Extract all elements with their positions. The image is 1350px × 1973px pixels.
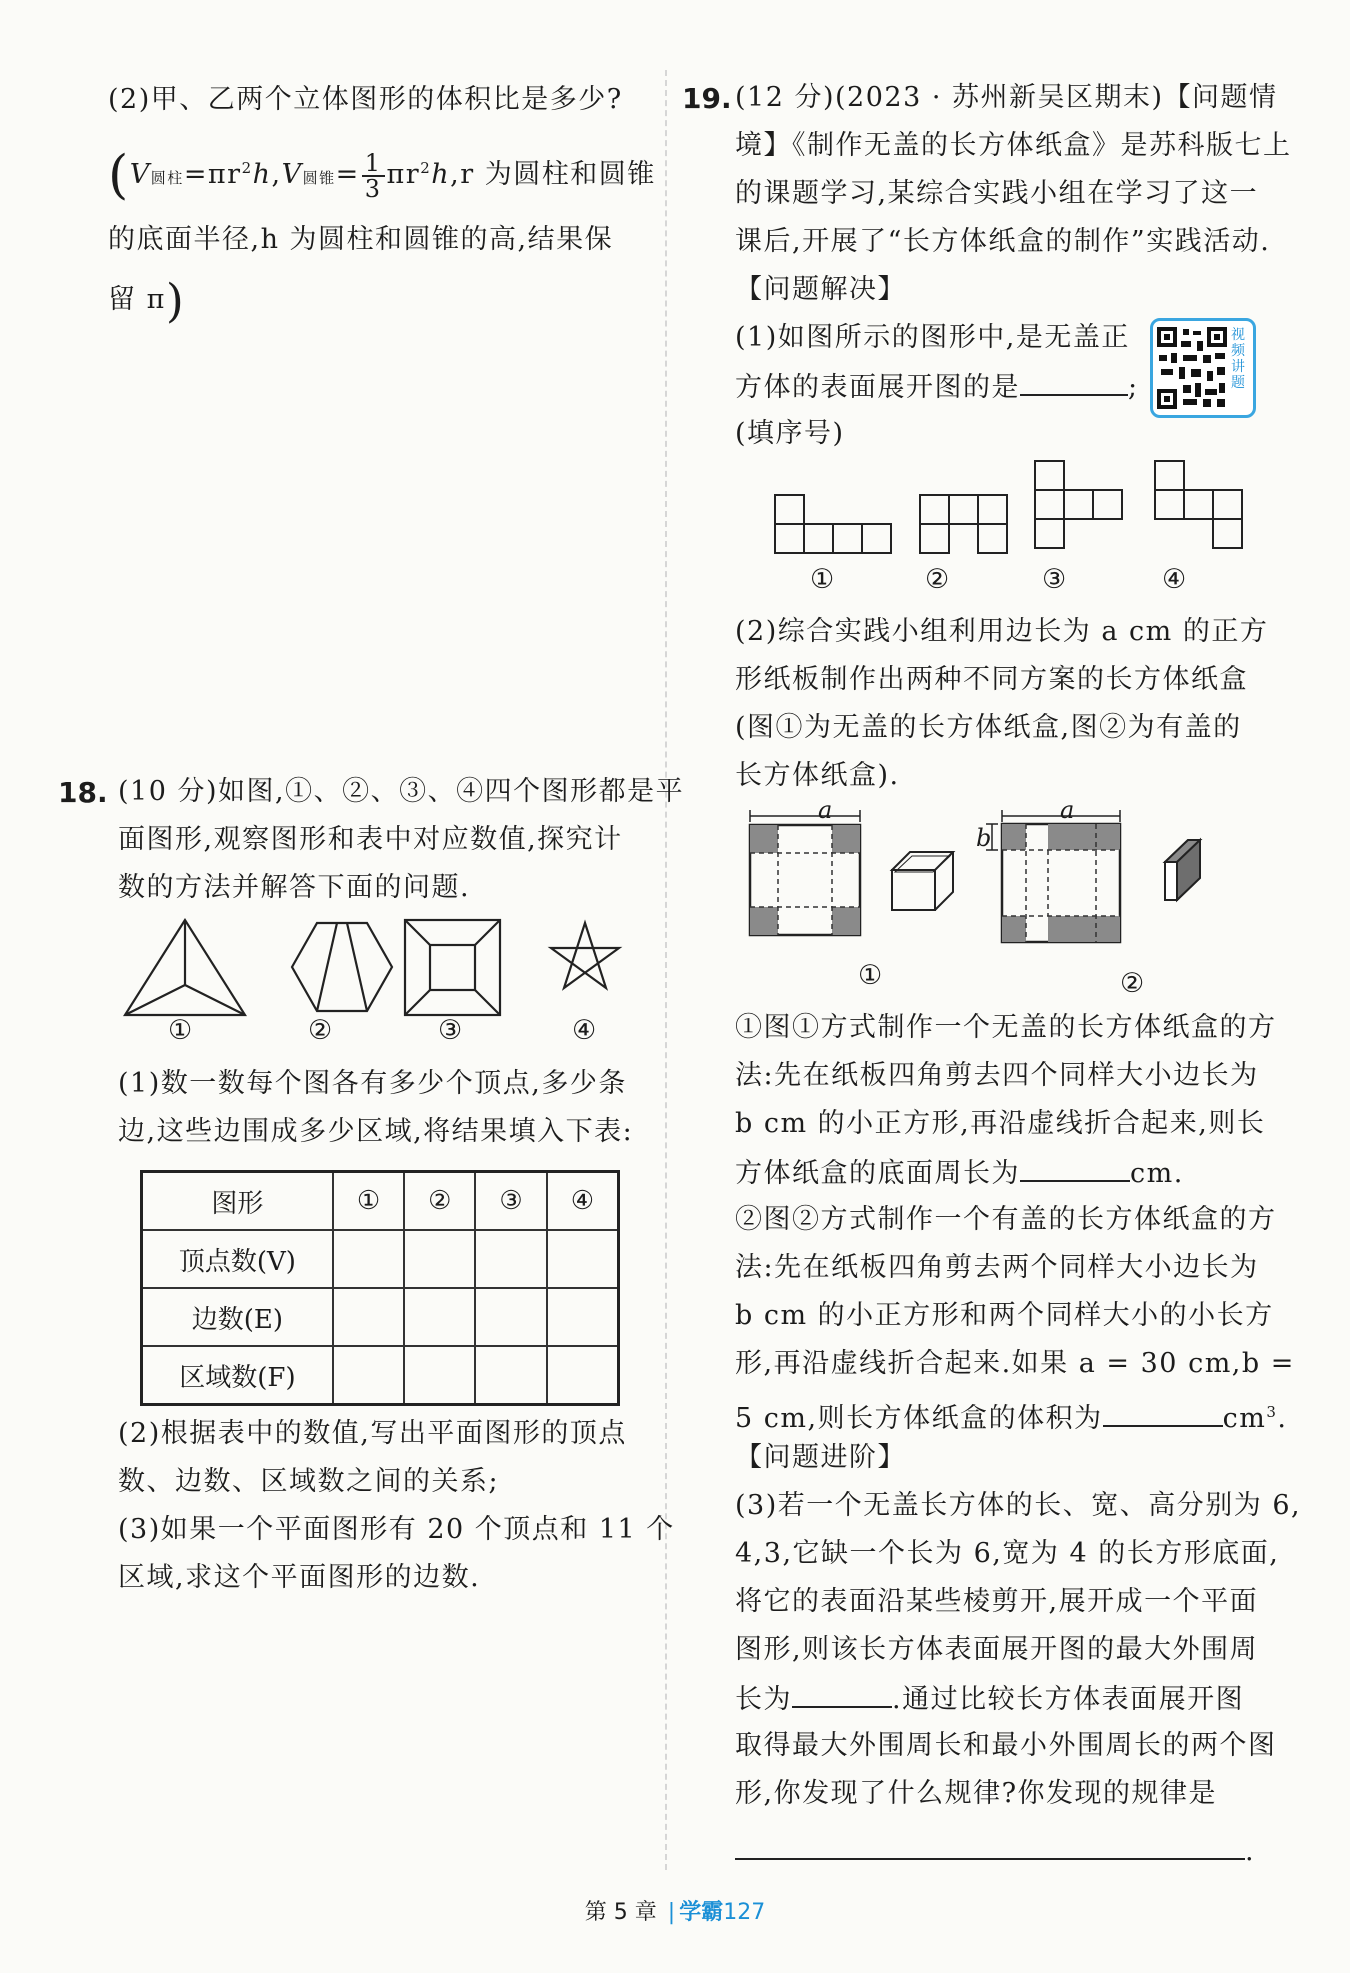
table-row [142, 1288, 619, 1346]
dim-b-label: b [976, 824, 993, 852]
table-cell [475, 1230, 546, 1288]
q19-p3-line6: 取得最大外围周长和最小外围周长的两个图 [735, 1730, 1277, 1761]
table-cell [404, 1230, 475, 1288]
net-label-3: ③ [1042, 564, 1067, 595]
table-header-cell: ① [333, 1172, 404, 1231]
table-cell [475, 1346, 546, 1405]
table-row-label: 顶点数(V) [142, 1230, 333, 1288]
column-divider [665, 70, 667, 1870]
table-cell [404, 1346, 475, 1405]
figure-triangle [125, 920, 245, 1015]
q19-cube-nets [770, 455, 1290, 565]
q18-line3: 数的方法并解答下面的问题. [118, 872, 471, 903]
q19-s2-line5: 5 cm,则长方体纸盒的体积为 $cm^3$. [735, 1394, 1287, 1437]
fig2-closed-box-net [986, 810, 1120, 942]
formula-sub-cyl: 圆柱 [150, 169, 184, 187]
q19-s2-line3: b cm 的小正方形和两个同样大小的小长方 [735, 1300, 1274, 1331]
q19-s2-line1: ②图②方式制作一个有盖的长方体纸盒的方 [735, 1204, 1277, 1235]
answer-blank [1020, 368, 1128, 396]
q18-part3-line2: 区域,求这个平面图形的边数. [118, 1562, 481, 1593]
q19-p2-line2: 形纸板制作出两种不同方案的长方体纸盒 [735, 664, 1248, 695]
q19-s1-line4: 方体纸盒的底面周长为 cm. [735, 1154, 1184, 1192]
table-header-cell: ③ [475, 1172, 546, 1231]
q19-p3-line4: 图形,则该长方体表面展开图的最大外围周 [735, 1634, 1259, 1665]
q19-p3-line2: 4,3,它缺一个长为 6,宽为 4 的长方形底面, [735, 1538, 1280, 1569]
dim-a-label-2: a [1060, 796, 1076, 824]
qr-code[interactable] [1150, 318, 1256, 418]
q19-line2: 境】《制作无盖的长方体纸盒》是苏科版七上 [735, 130, 1292, 161]
q19-line3: 的课题学习,某综合实践小组在学习了这一 [735, 178, 1259, 209]
box-label-1: ① [858, 960, 883, 991]
formula-h2: h [431, 159, 451, 190]
table-cell [547, 1230, 619, 1288]
table-header-cell: ② [404, 1172, 475, 1231]
figure-hexagon [292, 923, 392, 1011]
q19-line4: 课后,开展了“长方体纸盒的制作”实践活动. [735, 226, 1271, 257]
formula-sub-cone: 圆锥 [302, 169, 336, 187]
q19-number: 19. [682, 82, 732, 115]
q19-s2-line4: 形,再沿虚线折合起来.如果 a = 30 cm,b = [735, 1348, 1295, 1379]
net-1 [775, 495, 891, 553]
net-3 [1035, 461, 1122, 548]
q17-line3: 留 π) [108, 273, 186, 328]
q19-s1-line3: b cm 的小正方形,再沿虚线折合起来,则长 [735, 1108, 1266, 1139]
answer-blank [1103, 1399, 1223, 1427]
formula-h1: h [252, 159, 272, 190]
table-cell [404, 1288, 475, 1346]
q19-p2-line4: 长方体纸盒). [735, 760, 900, 791]
net-label-2: ② [925, 564, 950, 595]
net-label-4: ④ [1162, 564, 1187, 595]
box-label-2: ② [1120, 968, 1145, 999]
answer-blank [735, 1832, 1245, 1860]
table-cell [333, 1288, 404, 1346]
q18-line1: (10 分)如图,①、②、③、④四个图形都是平 [118, 776, 685, 807]
table-row [142, 1172, 619, 1231]
table-header-cell: 图形 [142, 1172, 333, 1231]
formula-r-desc: r 为圆柱和圆锥 [460, 159, 656, 190]
q19-p3-final-line: . [735, 1832, 1255, 1870]
q19-advanced-heading: 【问题进阶】 [735, 1442, 906, 1473]
q18-fig-label-4: ④ [572, 1015, 597, 1046]
q19-p3-line3: 将它的表面沿某些棱剪开,展开成一个平面 [735, 1586, 1259, 1617]
formula-eq2: = [335, 159, 360, 190]
q19-solve-heading: 【问题解决】 [735, 274, 906, 305]
answer-blank [1020, 1154, 1130, 1182]
page-number: 127 [723, 1900, 766, 1925]
table-cell [547, 1288, 619, 1346]
q18-fig-label-3: ③ [438, 1015, 463, 1046]
q18-part3-line1: (3)如果一个平面图形有 20 个顶点和 11 个 [118, 1514, 675, 1545]
q19-line1: (12 分)(2023 · 苏州新吴区期末)【问题情 [735, 82, 1278, 113]
qr-label: 视频讲题 [1231, 327, 1245, 391]
q19-p2-line1: (2)综合实践小组利用边长为 a cm 的正方 [735, 616, 1269, 647]
q17-part2: (2)甲、乙两个立体图形的体积比是多少? [108, 84, 623, 115]
page-footer: 第 5 章 | 学霸127 [584, 1900, 766, 1925]
table-row-label: 边数(E) [142, 1288, 333, 1346]
table-cell [475, 1288, 546, 1346]
q19-s1-line1: ①图①方式制作一个无盖的长方体纸盒的方 [735, 1012, 1277, 1043]
formula-open-paren: ( [108, 145, 130, 206]
q17-formula: (V圆柱$=\pi r^2h,V$圆锥= $\frac{1}{3}$ $\pi r^2h,r$ 为圆柱和圆锥 [108, 145, 656, 206]
fig1-open-box-net [750, 810, 860, 935]
fig2-closed-box [1165, 840, 1200, 900]
q18-part1-line2: 边,这些边围成多少区域,将结果填入下表: [118, 1116, 634, 1147]
q18-part2-line1: (2)根据表中的数值,写出平面图形的顶点 [118, 1418, 627, 1449]
formula-v-cone: V [281, 159, 303, 190]
table-cell [333, 1230, 404, 1288]
q19-p3-line1: (3)若一个无盖长方体的长、宽、高分别为 6, [735, 1490, 1302, 1521]
q18-part2-line2: 数、边数、区域数之间的关系; [118, 1466, 500, 1497]
table-cell [333, 1346, 404, 1405]
formula-v-cyl: V [129, 159, 151, 190]
qr-pattern-icon [1157, 327, 1227, 409]
net-4 [1155, 461, 1242, 548]
q18-figures [120, 915, 640, 1050]
q19-p3-line5: 长为 .通过比较长方体表面展开图 [735, 1680, 1244, 1718]
formula-eq1: =πr [183, 159, 242, 190]
q19-s1-line2: 法:先在纸板四角剪去四个同样大小边长为 [735, 1060, 1259, 1091]
q17-line2: 的底面半径,h 为圆柱和圆锥的高,结果保 [108, 224, 614, 255]
figure-square [405, 920, 500, 1015]
q19-p2-line3: (图①为无盖的长方体纸盒,图②为有盖的 [735, 712, 1242, 743]
table-cell [547, 1346, 619, 1405]
q19-p3-line7: 形,你发现了什么规律?你发现的规律是 [735, 1778, 1218, 1809]
formula-eq3: πr [386, 159, 421, 190]
q18-part1-line1: (1)数一数每个图各有多少个顶点,多少条 [118, 1068, 627, 1099]
dim-a-label-1: a [818, 796, 834, 824]
q18-fig-label-1: ① [168, 1015, 193, 1046]
q18-fig-label-2: ② [308, 1015, 333, 1046]
q18-table [140, 1170, 620, 1406]
table-row [142, 1346, 619, 1405]
net-label-1: ① [810, 564, 835, 595]
table-row-label: 区域数(F) [142, 1346, 333, 1405]
q19-s2-line2: 法:先在纸板四角剪去两个同样大小边长为 [735, 1252, 1259, 1283]
footer-brand: 学霸 [679, 1900, 724, 1925]
fig1-open-box [892, 852, 953, 910]
q18-number: 18. [58, 776, 108, 809]
formula-fraction: $\frac{1}{3}$ [362, 151, 385, 201]
answer-blank [792, 1680, 892, 1708]
q19-p1-line3: (填序号) [735, 418, 845, 449]
q19-p1-line1: (1)如图所示的图形中,是无盖正 [735, 322, 1130, 353]
figure-star [551, 923, 619, 988]
q18-line2: 面图形,观察图形和表中对应数值,探究计 [118, 824, 623, 855]
net-2 [920, 495, 1007, 553]
table-row [142, 1230, 619, 1288]
q19-p1-line2: 方体的表面展开图的是 ; [735, 368, 1139, 406]
table-header-cell: ④ [547, 1172, 619, 1231]
footer-chapter: 第 5 章 [584, 1900, 657, 1925]
